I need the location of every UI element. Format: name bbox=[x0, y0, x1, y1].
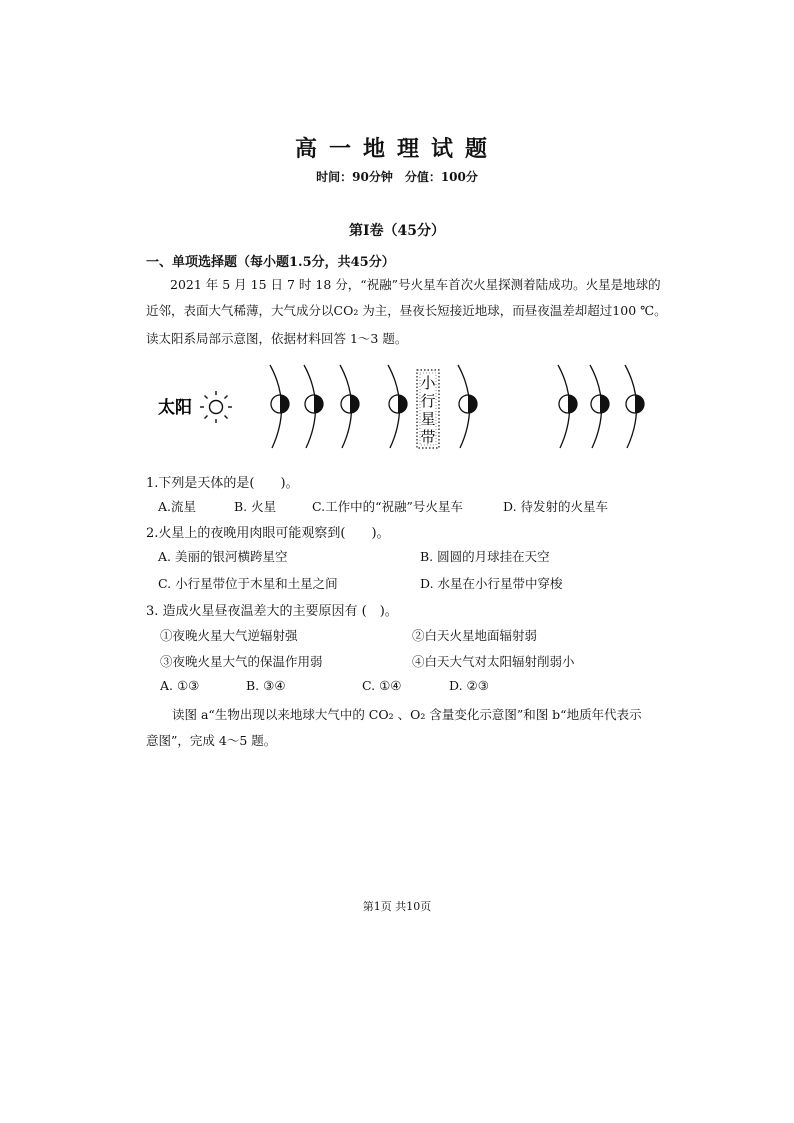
question-2-option-c: C. 小行星带位于木星和土星之间 bbox=[158, 576, 338, 591]
question-2-option-a: A. 美丽的银河横跨星空 bbox=[158, 549, 288, 564]
question-3-statement-1: ①夜晚火星大气逆辐射强 bbox=[160, 628, 298, 643]
part-title: 一、单项选择题（每小题1.5分，共45分） bbox=[146, 255, 395, 270]
svg-text:带: 带 bbox=[420, 428, 436, 446]
question-3-statement-3: ③夜晚火星大气的保温作用弱 bbox=[160, 654, 323, 669]
question-1-option-a: A.流星 bbox=[158, 499, 197, 514]
question-2-option-b: B. 圆圆的月球挂在天空 bbox=[420, 549, 550, 564]
question-3-option-a: A. ①③ bbox=[160, 678, 200, 693]
question-3-statement-4: ④白天大气对太阳辐射削弱小 bbox=[412, 654, 575, 669]
svg-text:星: 星 bbox=[420, 410, 436, 428]
question-1-option-c: C.工作中的“祝融”号火星车 bbox=[312, 499, 463, 514]
orbit-venus bbox=[304, 365, 323, 448]
svg-text:小: 小 bbox=[420, 374, 436, 392]
question-3-option-b: B. ③④ bbox=[246, 678, 286, 693]
question-1-stem: 1.下列是天体的是( )。 bbox=[146, 476, 299, 491]
intro-line-2: 近邻，表面大气稀薄，大气成分以CO₂ 为主，昼夜长短接近地球，而昼夜温差却超过100 ℃。 bbox=[146, 303, 667, 318]
question-2-stem: 2.火星上的夜晚用肉眼可能观察到( )。 bbox=[146, 526, 390, 541]
question-3-option-d: D. ②③ bbox=[449, 678, 489, 693]
orbit-jupiter bbox=[458, 365, 477, 448]
asteroid-belt bbox=[417, 370, 439, 448]
orbit-earth bbox=[340, 365, 359, 448]
exam-time-score: 时间：90分钟 分值：100分 bbox=[316, 170, 478, 184]
page-footer: 第1页 共10页 bbox=[362, 900, 432, 913]
orbit-uranus bbox=[590, 365, 609, 448]
orbit-neptune bbox=[625, 365, 644, 448]
question-1-option-d: D. 待发射的火星车 bbox=[503, 499, 609, 514]
section-title: 第Ⅰ卷（45分） bbox=[348, 223, 446, 239]
intro-line-1: 2021 年 5 月 15 日 7 时 18 分，“祝融”号火星车首次火星探测着陆成功。火星是地球的 bbox=[170, 277, 661, 292]
svg-text:行: 行 bbox=[420, 392, 436, 410]
sun-label: 太阳 bbox=[158, 398, 192, 418]
orbit-mercury bbox=[270, 365, 289, 448]
question-3-option-c: C. ①④ bbox=[362, 678, 402, 693]
orbit-saturn bbox=[558, 365, 577, 448]
sun-icon bbox=[200, 391, 232, 423]
intro-line-3: 读太阳系局部示意图，依据材料回答 1～3 题。 bbox=[146, 331, 408, 346]
next-intro-line-1: 读图 a“生物出现以来地球大气中的 CO₂ 、O₂ 含量变化示意图”和图 b“地质年代表示 bbox=[172, 707, 642, 722]
orbit-mars bbox=[388, 365, 407, 448]
question-1-option-b: B. 火星 bbox=[234, 499, 277, 514]
exam-title: 高一地理试题 bbox=[294, 136, 499, 162]
question-3-statement-2: ②白天火星地面辐射弱 bbox=[412, 628, 538, 643]
question-2-option-d: D. 水星在小行星带中穿梭 bbox=[420, 576, 563, 591]
next-intro-line-2: 意图”，完成 4～5 题。 bbox=[146, 733, 277, 748]
solar-system-diagram bbox=[140, 360, 660, 455]
question-3-stem: 3. 造成火星昼夜温差大的主要原因有 ( )。 bbox=[146, 604, 398, 619]
